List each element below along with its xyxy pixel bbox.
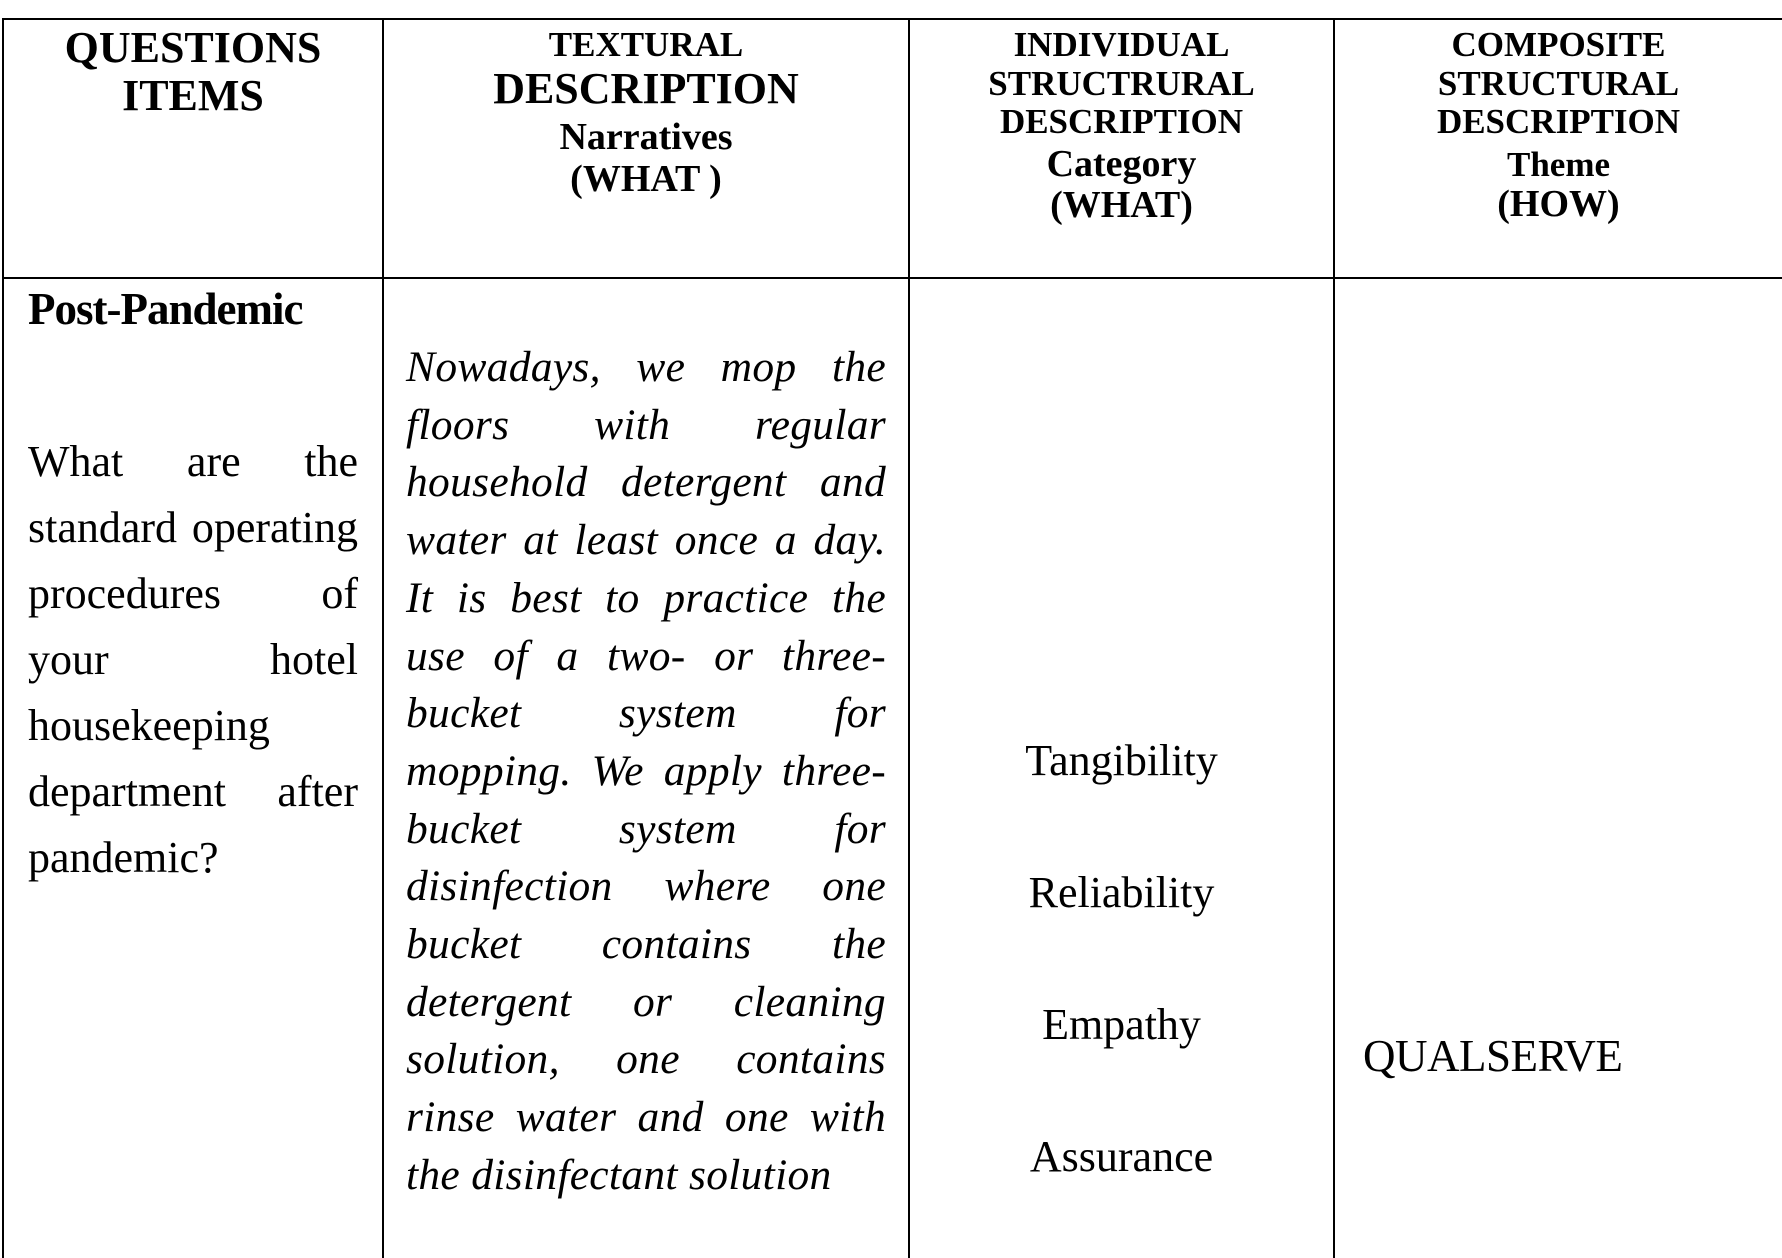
header-line: DESCRIPTION: [999, 102, 1244, 141]
header-line: Category: [1046, 142, 1197, 185]
document-table-wrapper: [2, 18, 1782, 1258]
header-individual-structural-description: [909, 19, 1334, 278]
category-cell: [909, 278, 1334, 1258]
header-line: STRUCTURAL: [1437, 63, 1680, 103]
question-text: What are the standard operating procedures of your hotel housekeeping department after pandemic?: [28, 437, 358, 882]
question-cell: [3, 278, 383, 1258]
header-line: INDIVIDUAL: [1013, 25, 1230, 64]
header-line: (WHAT ): [570, 157, 722, 200]
header-line: QUESTIONS: [64, 23, 322, 72]
header-line: STRUCTRURAL: [988, 63, 1255, 103]
header-line: COMPOSITE: [1451, 25, 1666, 64]
category-item: Reliability: [1028, 868, 1215, 917]
header-line: (HOW): [1497, 183, 1620, 225]
header-line: TEXTURAL: [548, 25, 744, 64]
category-list: [910, 736, 1333, 1258]
narrative-cell: [383, 278, 909, 1258]
header-line: Narratives: [559, 115, 733, 158]
header-line: DESCRIPTION: [493, 63, 799, 113]
table-row: [3, 278, 1782, 1258]
theme-text: QUALSERVE: [1363, 1031, 1623, 1081]
category-item: Empathy: [1042, 1000, 1201, 1049]
theme-cell: [1334, 278, 1782, 1258]
header-line: Theme: [1506, 144, 1611, 184]
header-line: (WHAT): [1050, 184, 1193, 227]
header-composite-structural-description: [1334, 19, 1782, 278]
analysis-table: [2, 18, 1782, 1258]
narrative-text: Nowadays, we mop the floors with regular household detergent and water at least once a day. It is best to practice the use of a two- or three-bucket system for mopping. We apply three-bucket system for disinfection where one bucket contains the detergent or cleaning solution, one contains rinse water and one with the disinfectant solution: [406, 343, 886, 1199]
header-questions-items: [3, 19, 383, 278]
header-textural-description: [383, 19, 909, 278]
category-item: Assurance: [1029, 1132, 1214, 1181]
section-title: Post-Pandemic: [28, 284, 303, 334]
header-line: DESCRIPTION: [1436, 102, 1681, 141]
header-line: ITEMS: [122, 71, 264, 121]
category-item: Tangibility: [1025, 736, 1218, 785]
header-row: [3, 19, 1782, 278]
